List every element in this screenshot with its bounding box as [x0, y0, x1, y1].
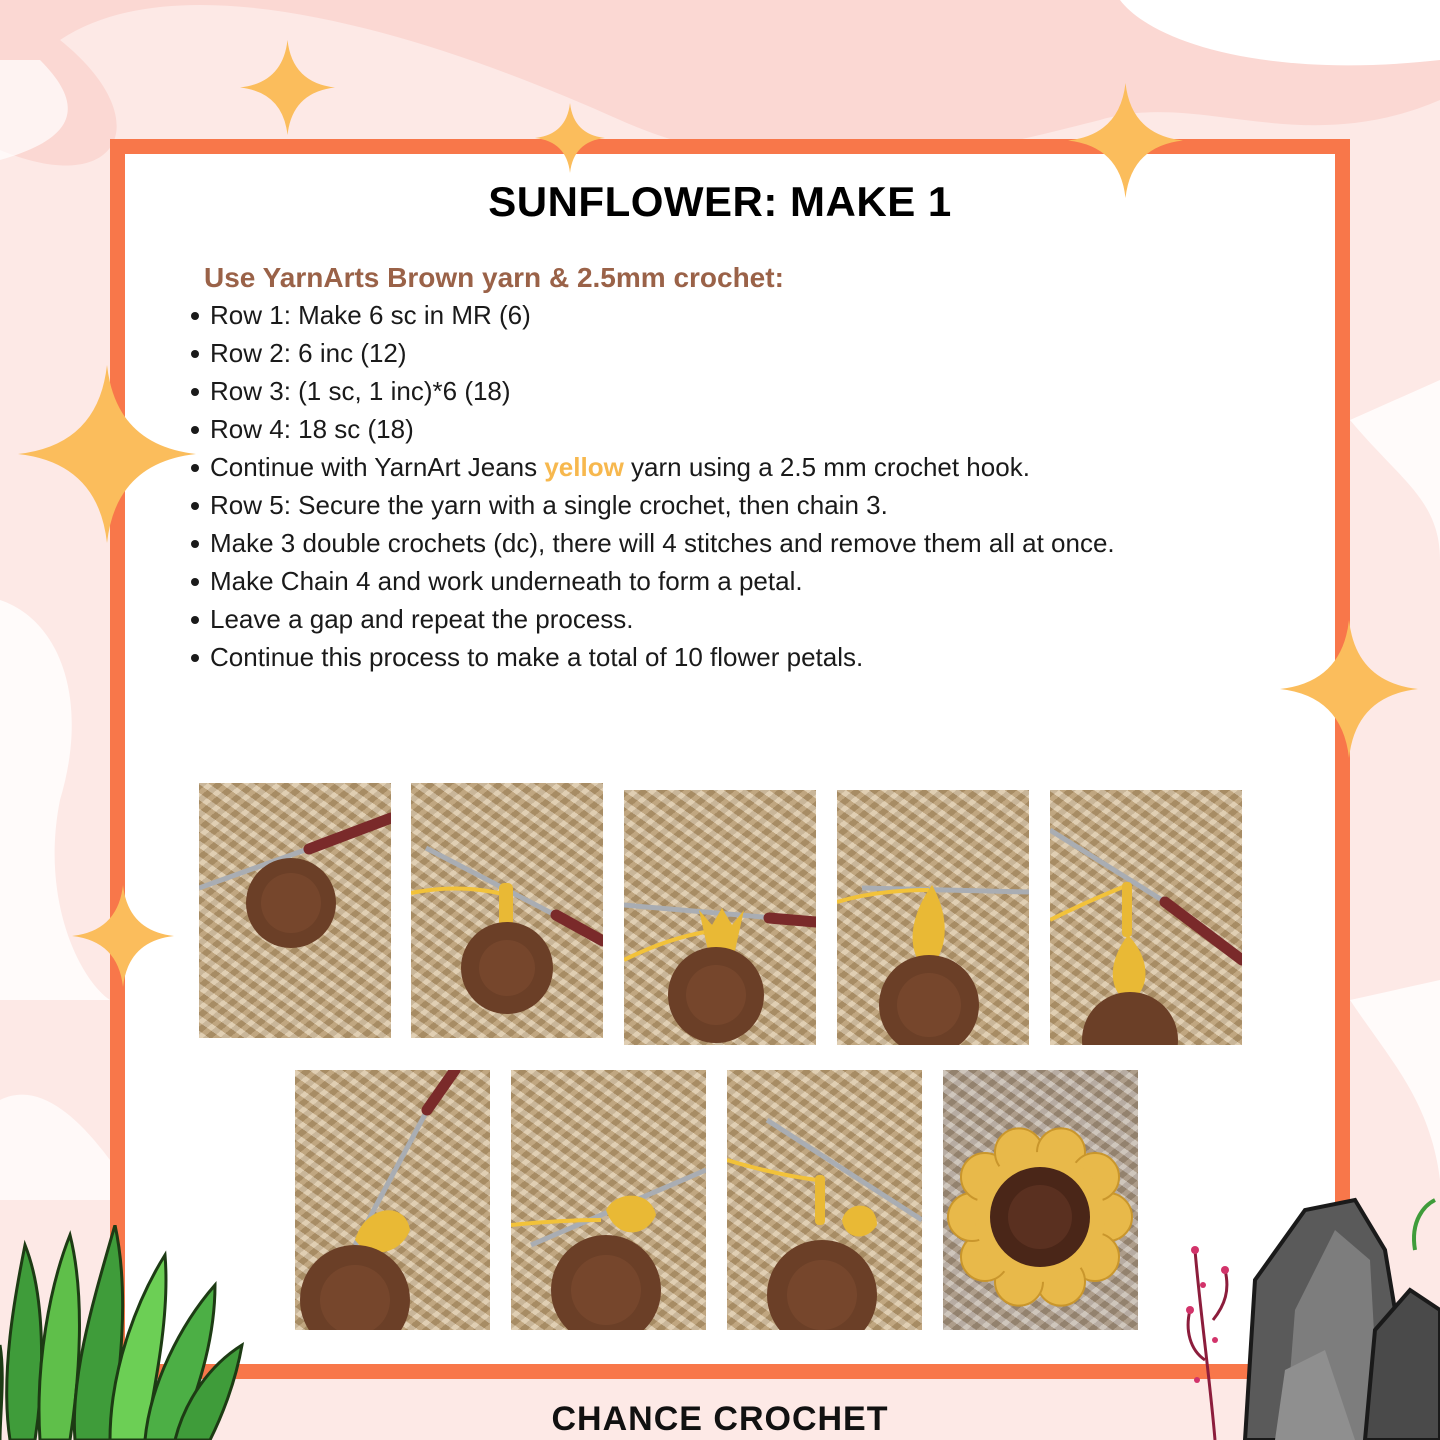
step-gap: Leave a gap and repeat the process.: [210, 604, 634, 634]
sparkle-icon: [18, 365, 196, 543]
step-photo-8: [727, 1070, 922, 1330]
sparkle-icon: [1068, 83, 1183, 198]
step-photo-9: [943, 1070, 1138, 1330]
sparkle-icon: [72, 885, 174, 987]
sparkle-icon: [535, 103, 605, 173]
step-photo-1: [199, 783, 391, 1038]
step-row1: Row 1: Make 6 sc in MR (6): [210, 300, 531, 330]
sparkle-icon: [240, 40, 335, 135]
step-row3: Row 3: (1 sc, 1 inc)*6 (18): [210, 376, 511, 406]
step-chain: Make Chain 4 and work underneath to form a petal.: [210, 566, 803, 596]
list-item: [188, 562, 1115, 600]
instruction-list: [188, 296, 1115, 676]
step-photo-4: [837, 790, 1029, 1045]
finished-sunflower: [943, 1070, 1138, 1330]
step-photo-5: [1050, 790, 1242, 1045]
list-item: [188, 638, 1115, 676]
list-item: [188, 296, 1115, 334]
list-item: [188, 524, 1115, 562]
materials-note: Use YarnArts Brown yarn & 2.5mm crochet:: [204, 262, 784, 293]
step-continue-after: yarn using a 2.5 mm crochet hook.: [623, 452, 1030, 482]
step-row5: Row 5: Secure the yarn with a single crochet, then chain 3.: [210, 490, 888, 520]
brand-footer: CHANCE CROCHET: [551, 1400, 889, 1438]
list-item: [188, 600, 1115, 638]
step-photo-2: [411, 783, 603, 1038]
list-item: [188, 410, 1115, 448]
step-total: Continue this process to make a total of 10 flower petals.: [210, 642, 864, 672]
step-row4: Row 4: 18 sc (18): [210, 414, 414, 444]
step-continue-before: Continue with YarnArt Jeans: [210, 452, 545, 482]
list-item: [188, 372, 1115, 410]
sparkle-icon: [1280, 620, 1418, 758]
step-photo-7: [511, 1070, 706, 1330]
step-photo-3: [624, 790, 816, 1045]
list-item: [188, 448, 1115, 486]
step-dc: Make 3 double crochets (dc), there will 4 stitches and remove them all at once.: [210, 528, 1115, 558]
step-photo-6: [295, 1070, 490, 1330]
step-row2: Row 2: 6 inc (12): [210, 338, 407, 368]
highlight-yellow: yellow: [544, 452, 624, 482]
page-title: SUNFLOWER: MAKE 1: [488, 178, 952, 225]
list-item: [188, 334, 1115, 372]
list-item: [188, 486, 1115, 524]
